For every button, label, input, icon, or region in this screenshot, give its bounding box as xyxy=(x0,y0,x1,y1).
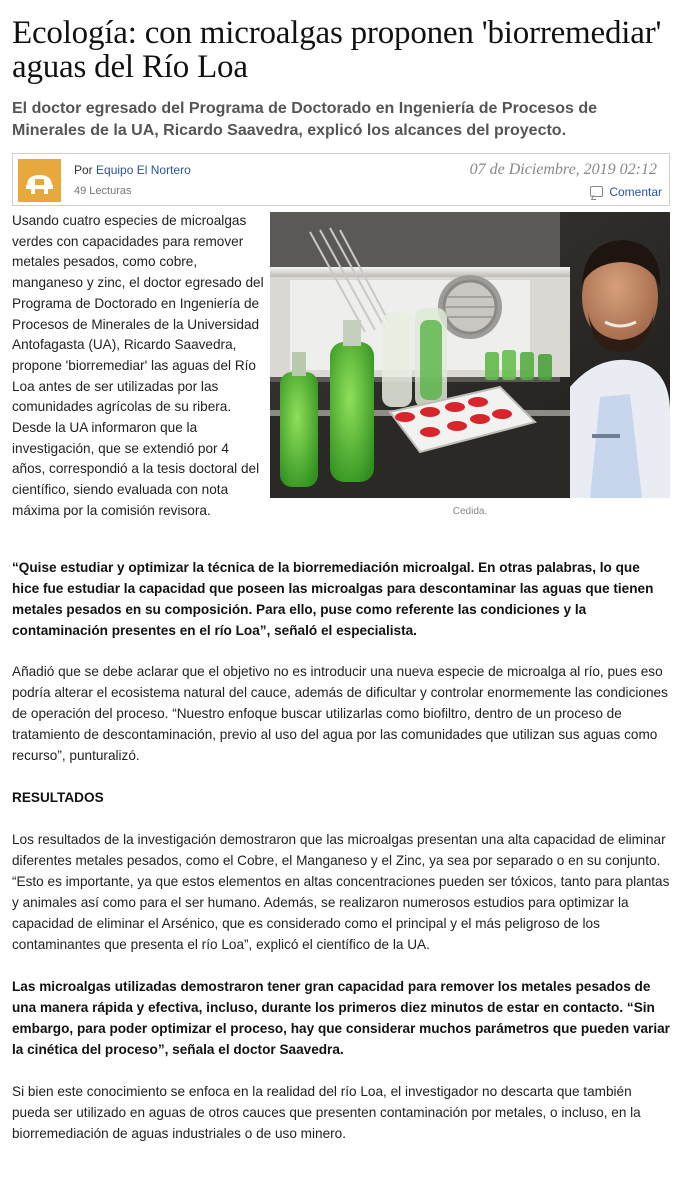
article-meta xyxy=(12,153,670,206)
lab-photo-illustration xyxy=(270,212,670,498)
paragraph-5: Si bien este conocimiento se enfoca en la realidad del río Loa, el investigador no descarta que también pueda ser utilizado en aguas de otros cauces que presenten contaminación por metales, o incluso, en la biorremediación de aguas industriales o de uso minero. xyxy=(12,1084,641,1141)
comment-icon xyxy=(590,186,603,197)
quote-paragraph-1: “Quise estudiar y optimizar la técnica de la biorremediación microalgal. En otras palabras, lo que hice fue estudiar la capacidad que poseen las microalgas para descontaminar las aguas que tienen metales pesados en su composición. Para ello, puse como referente las condiciones y la contaminación presentes en el río Loa”, señaló el especialista. xyxy=(12,560,654,638)
author-prefix: Por xyxy=(74,163,93,177)
quote-paragraph-4: Las microalgas utilizadas demostraron tener gran capacidad para remover los metales pesados de una manera rápida y efectiva, incluso, durante los primeros diez minutos de estar en contacto. “Sin embargo, para poder optimizar el proceso, hay que considerar muchos parámetros que pueden variar la cinética del proceso”, señala el doctor Saavedra. xyxy=(12,979,670,1057)
publish-date: 07 de Diciembre, 2019 02:12 xyxy=(469,161,657,178)
comment-link[interactable] xyxy=(590,185,662,199)
author-link[interactable]: Equipo El Nortero xyxy=(96,163,191,177)
author-line xyxy=(74,163,191,177)
article-photo[interactable] xyxy=(270,212,670,498)
lead-block xyxy=(12,206,670,551)
article-title: Ecología: con microalgas proponen 'biorremediar' aguas del Río Loa xyxy=(12,15,662,85)
paragraph-3: Los resultados de la investigación demostraron que las microalgas presentan una alta capacidad de eliminar diferentes metales pesados, como el Cobre, el Manganeso y el Zinc, ya sea por separado o en su conjunto. “Esto es importante, ya que estos elementos en altas concentraciones pueden ser tóxicos, tanto para plantas y animales así como para el ser humano. Además, se realizaron numerosos estudios para optimizar la capacidad de eliminar el Arsénico, que es considerado como el principal y el más peligroso de los contaminantes que presenta el río Loa”, explicó el científico de la UA. xyxy=(12,832,670,952)
article-subtitle: El doctor egresado del Programa de Doctorado en Ingeniería de Procesos de Minerales de la UA, Ricardo Saavedra, explicó los alcances del proyecto. xyxy=(12,100,598,139)
comment-label: Comentar xyxy=(609,185,662,199)
section-heading-results: RESULTADOS xyxy=(12,790,104,805)
read-count: 49 Lecturas xyxy=(74,185,132,197)
paragraph-2: Añadió que se debe aclarar que el objetivo no es introducir una nueva especie de microalga al río, pues eso podría alterar el ecosistema natural del cauce, además de dificultar y controlar enormemente las condiciones de operación del proceso. “Nuestro enfoque buscar utilizarlas como biofiltro, dentro de un proceso de tratamiento de descontaminación, previo al uso del agua por las comunidades que utilizan sus aguas como recurso”, punturalizó. xyxy=(12,664,668,763)
photo-caption: Cedida. xyxy=(452,506,488,517)
placeholder-avatar-icon xyxy=(18,159,61,202)
article xyxy=(12,0,670,1144)
author-avatar[interactable] xyxy=(18,159,61,202)
lead-paragraph: Usando cuatro especies de microalgas verdes con capacidades para remover metales pesados, como cobre, manganeso y zinc, el doctor egresado del Programa de Doctorado en Ingeniería de Procesos de Minerales de la Universidad Antofagasta (UA), Ricardo Saavedra, propone 'biorremediar' las aguas del Río Loa antes de ser utilizadas por las comunidades agrícolas de su ribera. Desde la UA informaron que la investigación, que se extendió por 4 años, correspondió a la tesis doctoral del científico, siendo evaluada con nota máxima por la comisión revisora. xyxy=(12,213,264,518)
